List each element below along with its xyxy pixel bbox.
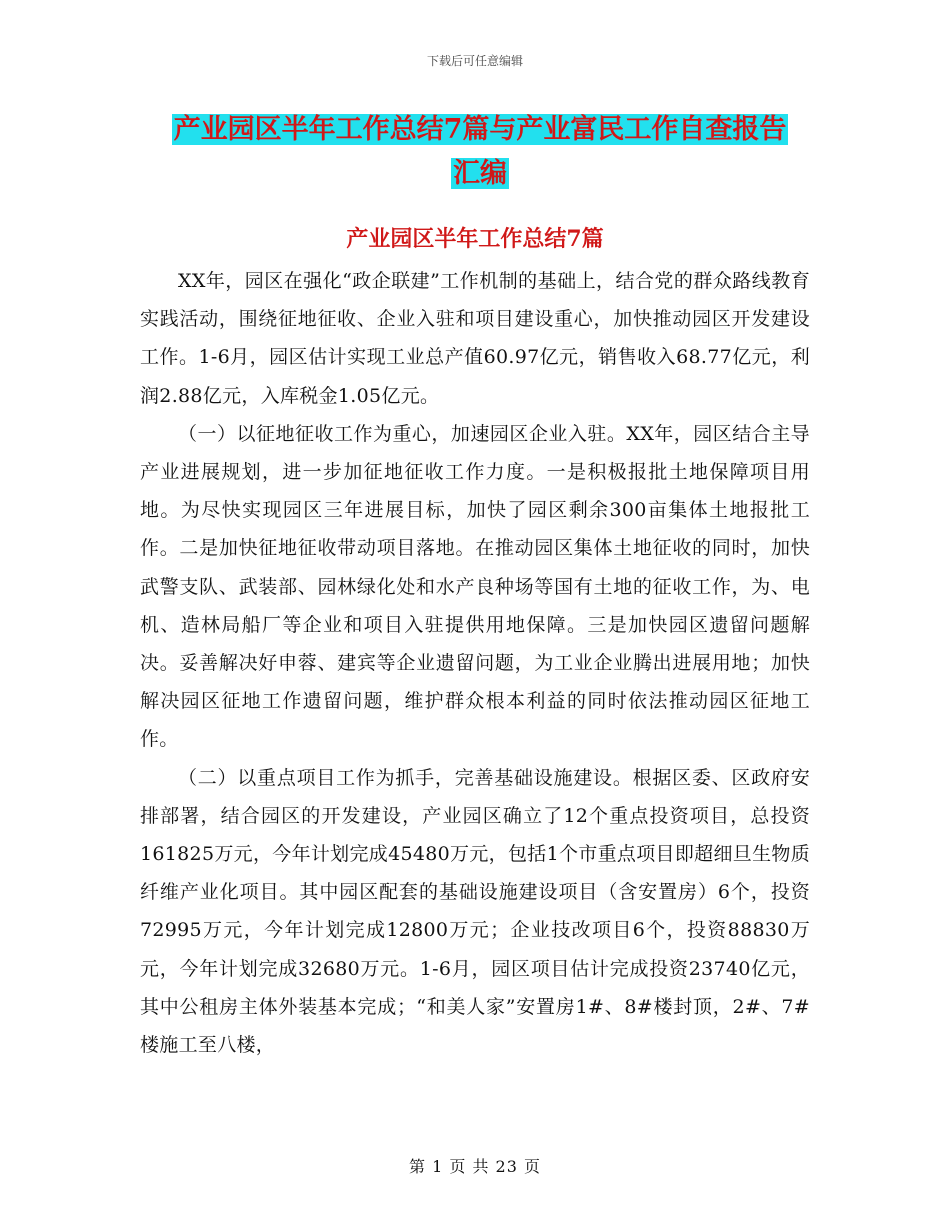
title-line-2: 汇编 xyxy=(453,158,507,189)
header-note: 下载后可任意编辑 xyxy=(426,54,523,68)
body-text xyxy=(140,262,810,1064)
paragraph-3: （二）以重点项目工作为抓手，完善基础设施建设。根据区委、区政府安排部署，结合园区的开发建设，产业园区确立了12个重点投资项目，总投资161825万元，今年计划完成45480万元，包括1个市重点项目即超细旦生物质纤维产业化项目。其中园区配套的基础设施建设项目（含安置房）6个，投资72995万元，今年计划完成12800万元；企业技改项目6个，投资88830万元，今年计划完成32680万元。1-6月，园区项目估计完成投资23740亿元，其中公租房主体外装基本完成；“和美人家”安置房1#、8#楼封顶，2#、7#楼施工至八楼， xyxy=(140,766,810,1057)
page-footer: 第 1 页 共 23 页 xyxy=(409,1157,541,1176)
document-title xyxy=(140,108,820,196)
paragraph-2: （一）以征地征收工作为重心，加速园区企业入驻。XX年，园区结合主导产业进展规划，进一步加征地征收工作力度。一是积极报批土地保障项目用地。为尽快实现园区三年进展目标，加快了园区剩余300亩集体土地报批工作。二是加快征地征收带动项目落地。在推动园区集体土地征收的同时，加快武警支队、武装部、园林绿化处和水产良种场等国有土地的征收工作，为、电机、造林局船厂等企业和项目入驻提供用地保障。三是加快园区遗留问题解决。妥善解决好申蓉、建宾等企业遗留问题，为工业企业腾出进展用地；加快解决园区征地工作遗留问题，维护群众根本利益的同时依法推动园区征地工作。 xyxy=(140,422,810,751)
title-line-1: 产业园区半年工作总结7篇与产业富民工作自查报告 xyxy=(173,114,787,145)
section-title: 产业园区半年工作总结7篇 xyxy=(346,226,604,252)
paragraph-1: XX年，园区在强化“政企联建”工作机制的基础上，结合党的群众路线教育实践活动，围绕征地征收、企业入驻和项目建设重心，加快推动园区开发建设工作。1-6月，园区估计实现工业总产值60.97亿元，销售收入68.77亿元，利润2.88亿元，入库税金1.05亿元。 xyxy=(140,270,810,407)
